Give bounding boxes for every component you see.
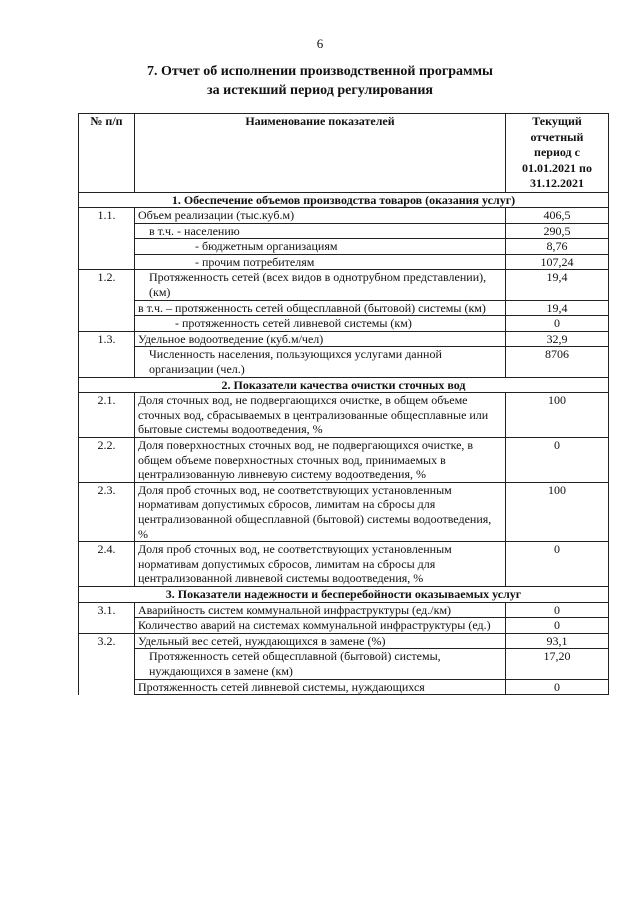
document-title-line-2: за истекший период регулирования xyxy=(207,83,433,98)
row-number xyxy=(79,649,135,679)
row-name: - протяженность сетей ливневой системы (км) xyxy=(135,316,506,332)
row-name: в т.ч. - населению xyxy=(135,223,506,239)
header-period-line: 31.12.2021 xyxy=(530,176,584,190)
row-name: Протяженность сетей общесплавной (бытовой) системы, нуждающихся в замене (км) xyxy=(135,649,506,679)
row-value: 17,20 xyxy=(506,649,609,679)
table-row xyxy=(79,347,609,377)
row-name: Доля проб сточных вод, не соответствующих установленным нормативам допустимых сбросов, лимитам на сбросы для централизованной общесплавной (бытовой) системы водоотведения, % xyxy=(135,482,506,541)
table-row xyxy=(79,633,609,649)
header-period-line: отчетный xyxy=(530,129,584,144)
table-row xyxy=(79,331,609,347)
row-number: 3.1. xyxy=(79,602,135,618)
row-value: 0 xyxy=(506,438,609,483)
page-number: 6 xyxy=(316,36,324,51)
table-row xyxy=(79,649,609,679)
row-number: 2.1. xyxy=(79,393,135,438)
table-row xyxy=(79,239,609,255)
row-name: Удельное водоотведение (куб.м/чел) xyxy=(135,331,506,347)
section-row xyxy=(79,586,609,602)
table-row xyxy=(79,223,609,239)
row-value: 0 xyxy=(506,618,609,634)
row-name: Аварийность систем коммунальной инфраструктуры (ед./км) xyxy=(135,602,506,618)
row-name: Протяженность сетей (всех видов в однотрубном представлении), (км) xyxy=(135,270,506,300)
row-number xyxy=(79,223,135,239)
row-value: 19,4 xyxy=(506,270,609,300)
row-number: 2.3. xyxy=(79,482,135,541)
section-heading: 1. Обеспечение объемов производства товаров (оказания услуг) xyxy=(79,192,609,208)
row-value: 0 xyxy=(506,602,609,618)
row-name: Доля поверхностных сточных вод, не подвергающихся очистке, в общем объеме поверхностных сточных вод, принимаемых в централизованную ливневую систему водоотведения, % xyxy=(135,438,506,483)
header-period xyxy=(506,114,609,193)
header-period-line: 01.01.2021 по xyxy=(522,160,592,175)
table-header-row xyxy=(79,114,609,193)
row-number xyxy=(79,618,135,634)
row-number xyxy=(79,300,135,316)
header-indicator-name: Наименование показателей xyxy=(135,114,506,193)
row-value: 32,9 xyxy=(506,331,609,347)
header-period-line: Текущий xyxy=(532,114,582,128)
row-value: 8706 xyxy=(506,347,609,377)
section-heading: 2. Показатели качества очистки сточных вод xyxy=(79,377,609,393)
row-name: Доля сточных вод, не подвергающихся очистке, в общем объеме сточных вод, сбрасываемых в централизованные общесплавные или бытовые системы водоотведения, % xyxy=(135,393,506,438)
table-row xyxy=(79,438,609,483)
row-number: 1.1. xyxy=(79,208,135,224)
table-row xyxy=(79,254,609,270)
row-name: - прочим потребителям xyxy=(135,254,506,270)
row-number: 3.2. xyxy=(79,633,135,649)
row-value: 0 xyxy=(506,679,609,695)
row-name: Протяженность сетей ливневой системы, нуждающихся xyxy=(135,679,506,695)
row-value: 100 xyxy=(506,482,609,541)
row-number xyxy=(79,347,135,377)
document-title xyxy=(0,62,640,100)
table-row xyxy=(79,602,609,618)
row-number xyxy=(79,316,135,332)
header-period-line: период с xyxy=(534,145,580,159)
row-value: 8,76 xyxy=(506,239,609,255)
row-value: 0 xyxy=(506,316,609,332)
row-name: Численность населения, пользующихся услугами данной организации (чел.) xyxy=(135,347,506,377)
header-number: № п/п xyxy=(79,114,135,193)
row-value: 290,5 xyxy=(506,223,609,239)
row-number: 1.2. xyxy=(79,270,135,300)
row-name: - бюджетным организациям xyxy=(135,239,506,255)
row-value: 107,24 xyxy=(506,254,609,270)
row-value: 0 xyxy=(506,542,609,587)
row-name: Количество аварий на системах коммунальной инфраструктуры (ед.) xyxy=(135,618,506,634)
row-value: 19,4 xyxy=(506,300,609,316)
table-row xyxy=(79,316,609,332)
table-row xyxy=(79,542,609,587)
section-row xyxy=(79,377,609,393)
row-value: 100 xyxy=(506,393,609,438)
table-row xyxy=(79,482,609,541)
document-title-line-1: 7. Отчет об исполнении производственной программы xyxy=(146,64,493,79)
row-number xyxy=(79,239,135,255)
row-number xyxy=(79,679,135,695)
row-name: Объем реализации (тыс.куб.м) xyxy=(135,208,506,224)
row-value: 406,5 xyxy=(506,208,609,224)
section-row xyxy=(79,192,609,208)
row-value: 93,1 xyxy=(506,633,609,649)
row-number xyxy=(79,254,135,270)
table-row xyxy=(79,208,609,224)
table-row xyxy=(79,393,609,438)
report-table xyxy=(78,113,609,695)
section-heading: 3. Показатели надежности и бесперебойности оказываемых услуг xyxy=(79,586,609,602)
row-number: 2.4. xyxy=(79,542,135,587)
row-name: Удельный вес сетей, нуждающихся в замене (%) xyxy=(135,633,506,649)
row-number: 1.3. xyxy=(79,331,135,347)
row-name: Доля проб сточных вод, не соответствующих установленным нормативам допустимых сбросов, лимитам на сбросы для централизованной ливневой системы водоотведения, % xyxy=(135,542,506,587)
table-row xyxy=(79,618,609,634)
table-row xyxy=(79,679,609,695)
table-row xyxy=(79,270,609,300)
row-name: в т.ч. – протяженность сетей общесплавной (бытовой) системы (км) xyxy=(135,300,506,316)
table-row xyxy=(79,300,609,316)
row-number: 2.2. xyxy=(79,438,135,483)
